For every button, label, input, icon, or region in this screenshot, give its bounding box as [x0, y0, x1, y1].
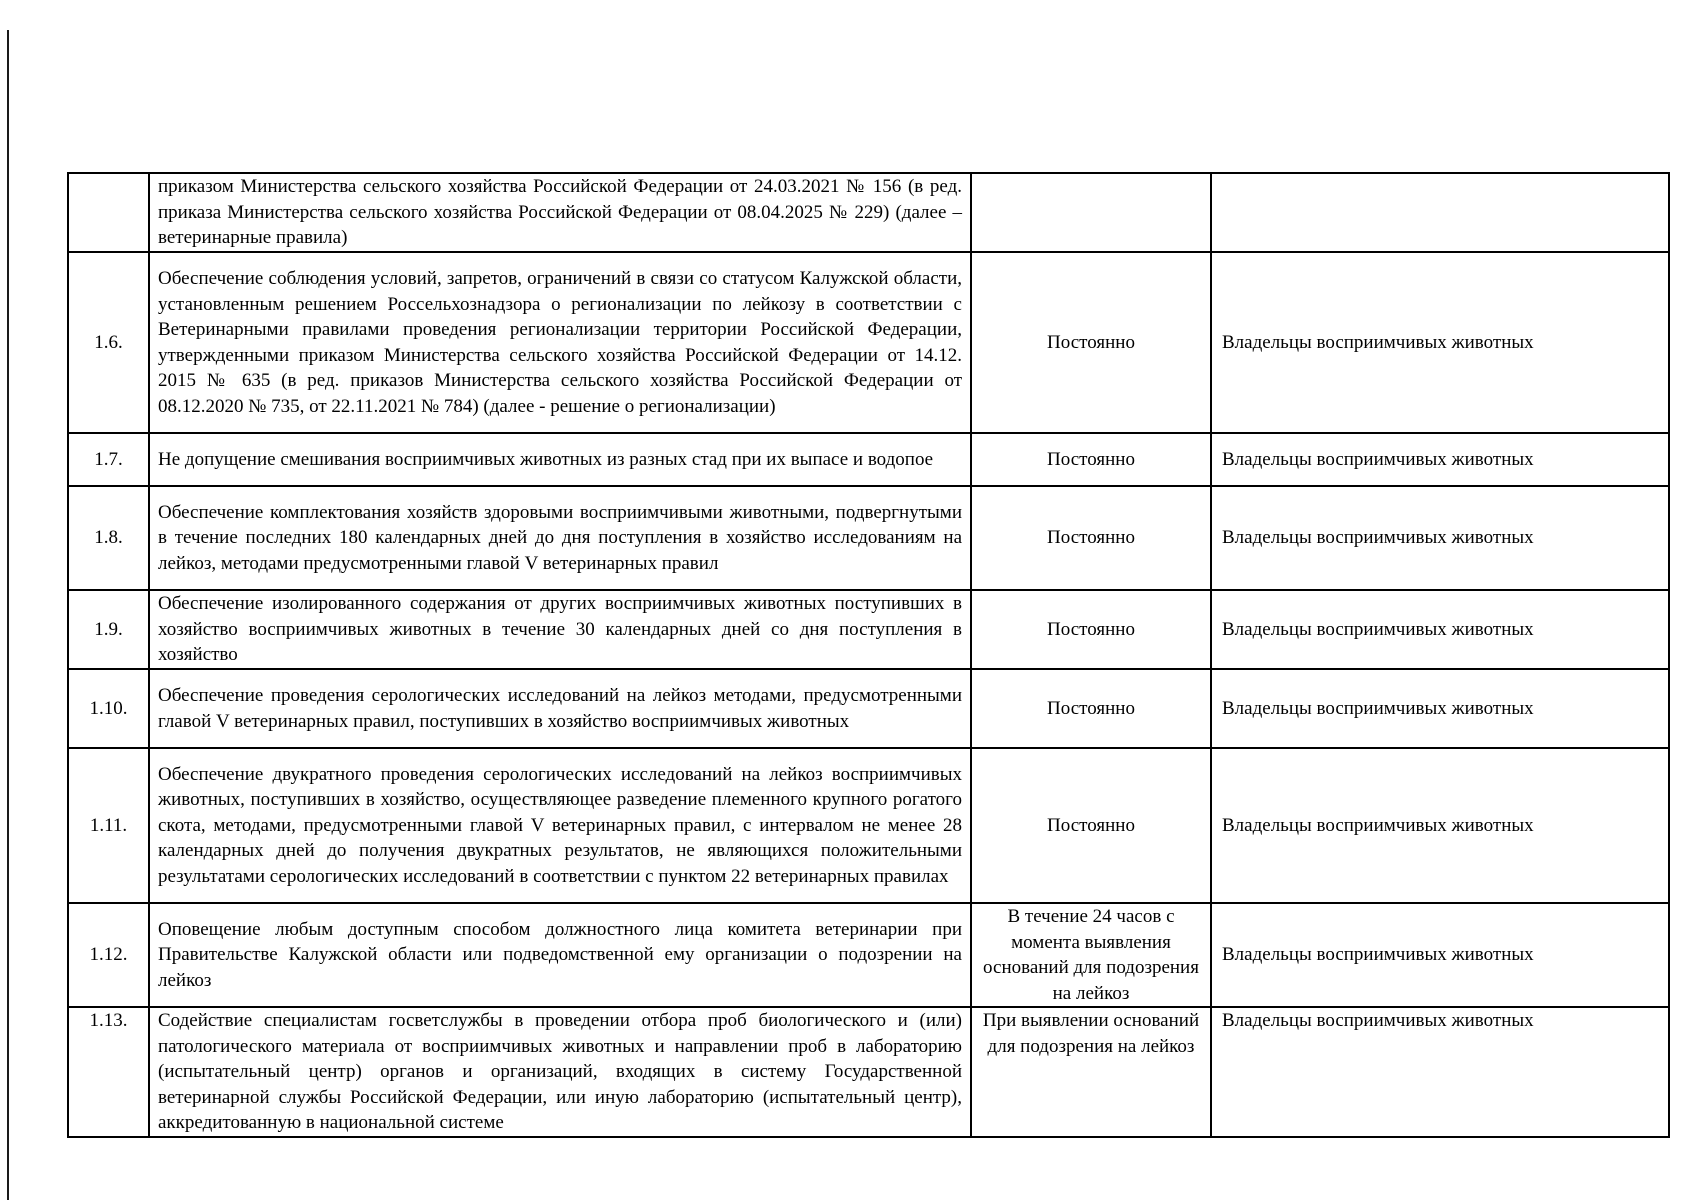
- measure-responsible: Владельцы восприимчивых животных: [1211, 903, 1669, 1007]
- measure-responsible: Владельцы восприимчивых животных: [1211, 748, 1669, 903]
- measure-text: Обеспечение соблюдения условий, запретов, ограничений в связи со статусом Калужской области, установленным решением Россельхознадзора о регионализации по лейкозу в соответствии с Ветеринарными правилами проведения регионализации территории Российской Федерации, утвержденными приказом Министерства сельского хозяйства Российской Федерации от 14.12. 2015 № 635 (в ред. приказов Министерства сельского хозяйства Российской Федерации от 08.12.2020 № 735, от 22.11.2021 № 784) (далее - решение о регионализации): [149, 252, 971, 433]
- measure-term: При выявлении оснований для подозрения на лейкоз: [971, 1007, 1211, 1137]
- scan-edge-line: [7, 30, 9, 1200]
- table-row: [68, 1007, 1669, 1137]
- measure-text: Обеспечение двукратного проведения серологических исследований на лейкоз восприимчивых животных, поступивших в хозяйство, осуществляющее разведение племенного крупного рогатого скота, методами, предусмотренными главой V ветеринарных правил, с интервалом не менее 28 календарных дней до получения двукратных результатов, не являющихся положительными результатами серологических исследований в соответствии с пунктом 22 ветеринарных правилах: [149, 748, 971, 903]
- measure-text-content: Содействие специалистам госветслужбы в проведении отбора проб биологического и (или) патологического материала от восприимчивых животных и направлении проб в лабораторию (испытательный центр) органов и организаций, входящих в систему Государственной ветеринарной службы Российской Федерации, или иную лабораторию (испытательный центр), аккредитованную в национальной системе: [158, 1010, 962, 1133]
- measure-text: Оповещение любым доступным способом должностного лица комитета ветеринарии при Правительстве Калужской области или подведомственной ему организации о подозрении на лейкоз: [149, 903, 971, 1007]
- measure-text: Обеспечение проведения серологических исследований на лейкоз методами, предусмотренными главой V ветеринарных правил, поступивших в хозяйство восприимчивых животных: [149, 669, 971, 748]
- measure-text: приказом Министерства сельского хозяйства Российской Федерации от 24.03.2021 № 156 (в ред. приказа Министерства сельского хозяйства Российской Федерации от 08.04.2025 № 229) (далее – ветеринарные правила): [149, 173, 971, 252]
- row-number: 1.13.: [68, 1007, 149, 1137]
- row-number: 1.9.: [68, 590, 149, 669]
- measure-term: [971, 173, 1211, 252]
- measures-table: [67, 172, 1670, 1138]
- table-row: [68, 173, 1669, 252]
- measure-text: Обеспечение изолированного содержания от других восприимчивых животных поступивших в хозяйство восприимчивых животных в течение 30 календарных дней со дня поступления в хозяйство: [149, 590, 971, 669]
- measure-responsible: Владельцы восприимчивых животных: [1211, 1007, 1669, 1137]
- measure-term: Постоянно: [971, 486, 1211, 590]
- measure-responsible: Владельцы восприимчивых животных: [1211, 590, 1669, 669]
- measure-term: Постоянно: [971, 748, 1211, 903]
- measure-responsible: Владельцы восприимчивых животных: [1211, 669, 1669, 748]
- measure-responsible: [1211, 173, 1669, 252]
- row-number: 1.6.: [68, 252, 149, 433]
- measure-responsible: Владельцы восприимчивых животных: [1211, 252, 1669, 433]
- measure-term: В течение 24 часов с момента выявления оснований для подозрения на лейкоз: [971, 903, 1211, 1007]
- table-row: [68, 252, 1669, 433]
- table-row: [68, 669, 1669, 748]
- table-row: [68, 433, 1669, 486]
- row-number: [68, 173, 149, 252]
- measure-responsible: Владельцы восприимчивых животных: [1211, 486, 1669, 590]
- measure-term: Постоянно: [971, 252, 1211, 433]
- table-row: [68, 748, 1669, 903]
- table-row: [68, 590, 1669, 669]
- row-number: 1.8.: [68, 486, 149, 590]
- row-number: 1.7.: [68, 433, 149, 486]
- measure-text: Не допущение смешивания восприимчивых животных из разных стад при их выпасе и водопое: [149, 433, 971, 486]
- measure-text: Обеспечение комплектования хозяйств здоровыми восприимчивыми животными, подвергнутыми в течение последних 180 календарных дней до дня поступления в хозяйство исследованиям на лейкоз, методами предусмотренными главой V ветеринарных правил: [149, 486, 971, 590]
- row-number: 1.12.: [68, 903, 149, 1007]
- table-row: [68, 903, 1669, 1007]
- measure-term: Постоянно: [971, 669, 1211, 748]
- row-number: 1.10.: [68, 669, 149, 748]
- measure-term: Постоянно: [971, 590, 1211, 669]
- measure-text: [149, 1007, 971, 1137]
- measure-responsible: Владельцы восприимчивых животных: [1211, 433, 1669, 486]
- table-row: [68, 486, 1669, 590]
- row-number: 1.11.: [68, 748, 149, 903]
- measure-term: Постоянно: [971, 433, 1211, 486]
